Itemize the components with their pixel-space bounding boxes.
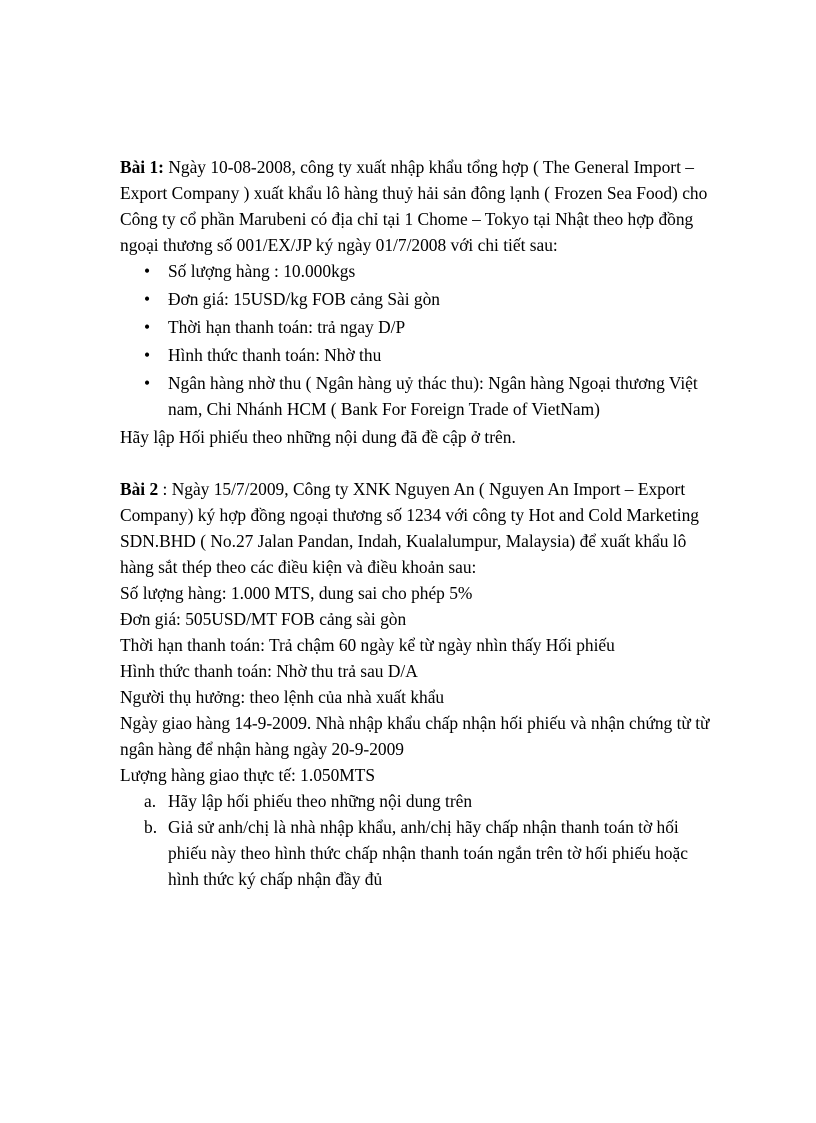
bullet-icon: • <box>144 317 151 337</box>
bullet-icon: • <box>144 261 151 281</box>
bullet-icon: • <box>144 289 151 309</box>
list-item <box>120 342 710 368</box>
bai1-intro-paragraph <box>120 154 710 258</box>
bai2-line: Hình thức thanh toán: Nhờ thu trả sau D/A <box>120 661 418 681</box>
bai2-line: Lượng hàng giao thực tế: 1.050MTS <box>120 765 376 785</box>
bai2-line: Ngày giao hàng 14-9-2009. Nhà nhập khẩu chấp nhận hối phiếu và nhận chứng từ từ ngân hàng để nhận hàng ngày 20-9-2009 <box>120 713 710 759</box>
list-item-text: Hình thức thanh toán: Nhờ thu <box>168 345 382 365</box>
bai2-intro-paragraph <box>120 476 710 580</box>
bai2-label: Bài 2 <box>120 479 159 499</box>
bai2-line: Thời hạn thanh toán: Trả chậm 60 ngày kể từ ngày nhìn thấy Hối phiếu <box>120 635 615 655</box>
list-item-text: Thời hạn thanh toán: trả ngay D/P <box>168 317 406 337</box>
bai1-task: Hãy lập Hối phiếu theo những nội dung đã đề cập ở trên. <box>120 427 516 447</box>
section-spacer <box>120 450 710 476</box>
list-item-text: Hãy lập hối phiếu theo những nội dung trên <box>168 791 473 811</box>
list-item <box>120 788 710 814</box>
list-item <box>120 370 710 422</box>
list-item <box>120 314 710 340</box>
list-item <box>120 286 710 312</box>
list-item-text: Ngân hàng nhờ thu ( Ngân hàng uỷ thác thu): Ngân hàng Ngoại thương Việt nam, Chi Nhánh HCM ( Bank For Foreign Trade of VietNam) <box>168 373 698 419</box>
list-marker: a. <box>144 791 157 811</box>
list-item-text: Số lượng hàng : 10.000kgs <box>168 261 356 281</box>
bai2-line: Đơn giá: 505USD/MT FOB cảng sài gòn <box>120 609 407 629</box>
list-item <box>120 258 710 284</box>
document-body <box>120 154 710 892</box>
bullet-icon: • <box>144 345 151 365</box>
bullet-icon: • <box>144 373 151 393</box>
bai2-task-list <box>120 788 710 892</box>
list-item-text: Giả sử anh/chị là nhà nhập khẩu, anh/chị hãy chấp nhận thanh toán tờ hối phiếu này theo hình thức chấp nhận thanh toán ngắn trên tờ hối phiếu hoặc hình thức ký chấp nhận đầy đủ <box>168 817 688 889</box>
list-item-text: Đơn giá: 15USD/kg FOB cảng Sài gòn <box>168 289 440 309</box>
bai2-intro-text: : Ngày 15/7/2009, Công ty XNK Nguyen An ( Nguyen An Import – Export Company) ký hợp đồng ngoại thương số 1234 với công ty Hot and Cold Marketing SDN.BHD ( No.27 Jalan Pandan, Indah, Kualalumpur, Malaysia) để xuất khẩu lô hàng sắt thép theo các điều kiện và điều khoản sau: <box>120 479 699 577</box>
bai2-line: Người thụ hưởng: theo lệnh của nhà xuất khẩu <box>120 687 445 707</box>
list-marker: b. <box>144 817 158 837</box>
bai1-intro-text: Ngày 10-08-2008, công ty xuất nhập khẩu tổng hợp ( The General Import – Export Company ) xuất khẩu lô hàng thuỷ hải sản đông lạnh ( Frozen Sea Food) cho Công ty cổ phần Marubeni có địa chỉ tại 1 Chome – Tokyo tại Nhật theo hợp đồng ngoại thương số 001/EX/JP ký ngày 01/7/2008 với chi tiết sau: <box>120 157 708 255</box>
bai1-detail-list <box>120 258 710 422</box>
bai1-label: Bài 1: <box>120 157 164 177</box>
list-item <box>120 814 710 892</box>
bai2-line: Số lượng hàng: 1.000 MTS, dung sai cho phép 5% <box>120 583 473 603</box>
